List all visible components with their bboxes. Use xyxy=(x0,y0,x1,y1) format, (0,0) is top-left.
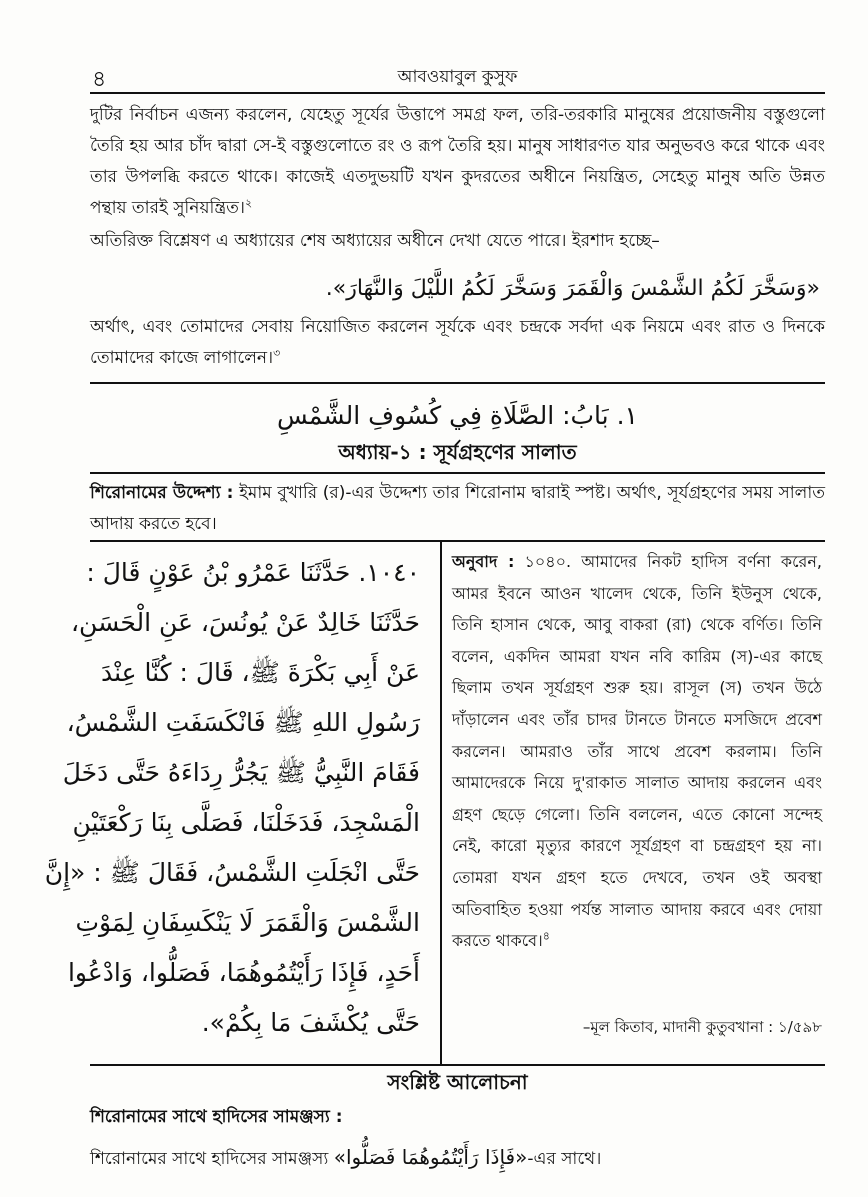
chapter-arabic-title: ١. بَابُ: الصَّلَاةِ فِي كُسُوفِ الشَّمْسِ xyxy=(277,401,638,430)
verse-translation: অর্থাৎ, এবং তোমাদের সেবায় নিয়োজিত করলেন সূর্যকে এবং চন্দ্রকে সর্বদা এক নিয়মে এবং রাত ও দিনকে তোমাদের কাজে লাগালেন। xyxy=(90,317,825,368)
hadith-line: حَتَّى انْجَلَتِ الشَّمْسُ، فَقَالَ ﷺ : «إِنَّ xyxy=(44,858,420,887)
analysis-paragraph: অতিরিক্ত বিশ্লেষণ এ অধ্যায়ের শেষ অধ্যায়ের অধীনে দেখা যেতে পারে। ইরশাদ হচ্ছে– xyxy=(90,231,660,251)
hadith-top-rule xyxy=(90,540,825,542)
hadith-source: –মূল কিতাব, মাদানী কুতুবখানা : ১/৫৯৮ xyxy=(582,1018,822,1036)
related-text xyxy=(90,1140,825,1176)
hadith-line: فَقَامَ النَّبِيُّ ﷺ يَجُرُّ رِدَاءَهُ حَتَّى دَخَلَ xyxy=(62,758,420,787)
footnote-marker: ৪ xyxy=(542,929,550,943)
chapter-title: অধ্যায়-১ : সূর্যগ্রহণের সালাত xyxy=(338,440,577,464)
intro-paragraph xyxy=(90,100,825,224)
footnote-marker: ২ xyxy=(244,196,253,210)
hadith-line: رَسُولِ اللهِ ﷺ فَانْكَسَفَتِ الشَّمْسُ، xyxy=(66,708,420,737)
hadith-arabic-text xyxy=(44,548,420,1048)
related-text-suffix: -এর সাথে। xyxy=(527,1149,602,1169)
hadith-translation xyxy=(452,546,822,957)
column-divider xyxy=(440,542,442,1065)
hadith-line: عَنْ أَبِي بَكْرَةَ ﷺ، قَالَ : كُنَّا عِنْدَ xyxy=(100,658,420,687)
section-rule xyxy=(90,382,825,384)
translation-text: ১০৪০. আমাদের নিকট হাদিস বর্ণনা করেন, আমর ইবনে আওন খালেদ থেকে, তিনি ইউনুস থেকে, তিনি হাসান থেকে, আবু বাকরা (রা) থেকে বর্ণিত। তিনি বলেন, একদিন আমরা যখন নবি কারিম (স)-এর কাছে ছিলাম তখন সূর্যগ্রহণ শুরু হয়। রাসূল (স) তখন উঠে দাঁড়ালেন এবং তাঁর চাদর টানতে টানতে মসজিদে প্রবেশ করলেন। আমরাও তাঁর সাথে প্রবেশ করলাম। তিনি আমাদেরকে নিয়ে দু'রাকাত সালাত আদায় করলেন এবং গ্রহণ ছেড়ে গেলো। তিনি বললেন, এতে কোনো সন্দেহ নেই, কারো মৃত্যুর কারণে সূর্যগ্রহণ বা চন্দ্রগ্রহণ হয় না। তোমরা যখন গ্রহণ হতে দেখবে, তখন ওই অবস্থা অতিবাহিত হওয়া পর্যন্ত সালাত আদায় করবে এবং দোয়া করতে থাকবে। xyxy=(452,552,822,951)
header-rule xyxy=(90,92,825,94)
translation-label: অনুবাদ : xyxy=(452,552,515,571)
heading-purpose-label: শিরোনামের উদ্দেশ্য : xyxy=(90,483,234,503)
hadith-line: أَحَدٍ، فَإِذَا رَأَيْتُمُوهُمَا، فَصَلُّوا، وَادْعُوا xyxy=(67,958,420,987)
related-subheading: শিরোনামের সাথে হাদিসের সামঞ্জস্য : xyxy=(90,1107,343,1127)
related-arabic-quote: «فَإِذَا رَأَيْتُمُوهُمَا فَصَلُّوا» xyxy=(333,1145,528,1169)
chapter-rule xyxy=(90,472,825,474)
running-head xyxy=(90,60,825,90)
book-title: আবওয়াবুল কুসুফ xyxy=(397,67,518,87)
hadith-line: الشَّمْسَ وَالْقَمَرَ لَا يَنْكَسِفَانِ لِمَوْتِ xyxy=(75,908,420,937)
heading-purpose xyxy=(90,478,825,540)
quran-verse: «وَسَخَّرَ لَكُمُ الشَّمْسَ وَالْقَمَرَ وَسَخَّرَ لَكُمُ اللَّيْلَ وَالنَّهَارَ». xyxy=(325,276,820,301)
related-text-prefix: শিরোনামের সাথে হাদিসের সামঞ্জস্য xyxy=(90,1149,329,1169)
page-number: ৪ xyxy=(92,67,107,92)
hadith-line: حَدَّثَنَا خَالِدٌ عَنْ يُونُسَ، عَنِ الْحَسَنِ، xyxy=(70,608,420,637)
intro-text: দুটির নির্বাচন এজন্য করলেন, যেহেতু সূর্যের উত্তাপে সমগ্র ফল, তরি-তরকারি মানুষের প্রয়োজনীয় বস্তুগুলো তৈরি হয় আর চাঁদ দ্বারা সে-ই বস্তুগুলোতে রং ও রূপ তৈরি হয়। মানুষ সাধারণত যার অনুভবও করে থাকে এবং তার উপলব্ধি করতে থাকে। কাজেই এতদুভয়টি যখন কুদরতের অধীনে নিয়ন্ত্রিত, সেহেতু মানুষ অতি উন্নত পন্থায় তারই সুনিয়ন্ত্রিত। xyxy=(90,105,825,218)
hadith-line: ١٠٤٠. حَدَّثَنَا عَمْرُو بْنُ عَوْنٍ قَالَ : xyxy=(86,558,420,587)
hadith-line: حَتَّى يُكْشَفَ مَا بِكُمْ». xyxy=(201,1008,420,1037)
heading-purpose-text: ইমাম বুখারি (র)-এর উদ্দেশ্য তার শিরোনাম দ্বারাই স্পষ্ট। অর্থাৎ, সূর্যগ্রহণের সময় সালাত আদায় করতে হবে। xyxy=(90,483,826,534)
footnote-marker: ৩ xyxy=(273,346,281,360)
translation-paragraph xyxy=(90,312,825,374)
hadith-line: الْمَسْجِدَ، فَدَخَلْنَا، فَصَلَّى بِنَا رَكْعَتَيْنِ xyxy=(72,808,420,837)
related-discussion-title: সংশ্লিষ্ট আলোচনা xyxy=(387,1070,528,1094)
